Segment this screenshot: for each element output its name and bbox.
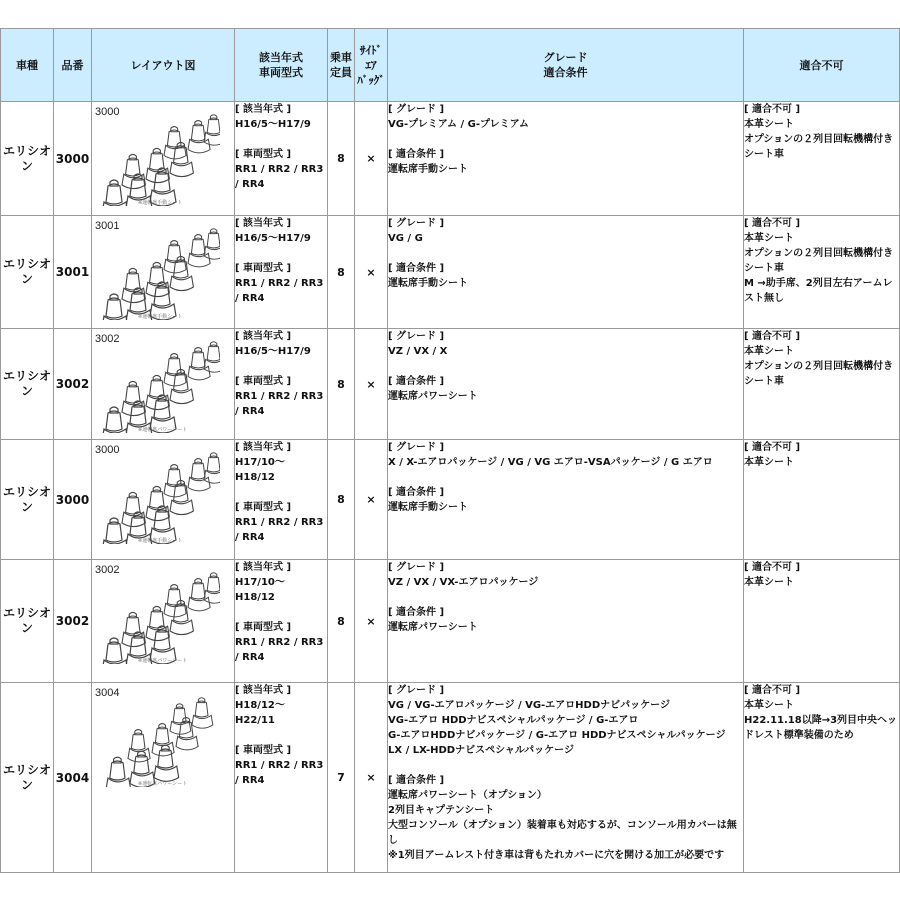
layout-note: ※運転席手動シート bbox=[138, 538, 183, 544]
part-number: 3000 bbox=[54, 440, 92, 560]
year-model-cell: [ 該当年式 ] H16/5～H17/9 [ 車両型式 ] RR1 / RR2 / RR3 / RR4 bbox=[235, 216, 328, 329]
not-compatible-cell: [ 適合不可 ] 本革シート bbox=[744, 440, 900, 560]
layout-cell bbox=[92, 329, 235, 440]
layout-code-label: 3004 bbox=[95, 687, 120, 699]
header-car: 車種 bbox=[1, 29, 54, 102]
year-model-cell: [ 該当年式 ] H17/10～ H18/12 [ 車両型式 ] RR1 / RR2 / RR3 / RR4 bbox=[235, 440, 328, 560]
layout-note: ※運転席手動シート bbox=[138, 314, 183, 320]
side-airbag-cell: × bbox=[355, 683, 388, 873]
side-airbag-cell: × bbox=[355, 440, 388, 560]
header-not-compatible: 適合不可 bbox=[744, 29, 900, 102]
year-model-cell: [ 該当年式 ] H17/10～ H18/12 [ 車両型式 ] RR1 / RR2 / RR3 / RR4 bbox=[235, 560, 328, 683]
table-row bbox=[1, 216, 900, 329]
layout-cell bbox=[92, 102, 235, 216]
part-number: 3002 bbox=[54, 560, 92, 683]
capacity-cell: 7 bbox=[328, 683, 355, 873]
table-row bbox=[1, 560, 900, 683]
not-compatible-cell: [ 適合不可 ] 本革シート bbox=[744, 560, 900, 683]
seat-layout-diagram bbox=[92, 329, 224, 437]
part-number: 3002 bbox=[54, 329, 92, 440]
header-layout: レイアウト図 bbox=[92, 29, 235, 102]
car-name: エリシオン bbox=[1, 102, 54, 216]
not-compatible-cell: [ 適合不可 ] 本革シート オプションの２列目回転機構付きシート車 bbox=[744, 102, 900, 216]
capacity-cell: 8 bbox=[328, 329, 355, 440]
grade-cell: [ グレード ] VG / VG-エアロパッケージ / VG-エアロHDDナビパッケージ VG-エアロ HDDナビスペシャルパッケージ / G-エアロ G-エアロHDDナビパッケージ / G-エアロ HDDナビスペシャルパッケージ LX / LX-HDDナビスペシャルパッケージ [ 適合条件 ] 運転席パワーシート（オプション） 2列目キャプテンシート 大型コンソール（オプション）装着車も対応するが、コンソール用カバーは無し ※1列目アームレスト付き車は背もたれカバーに穴を開ける加工が必要です bbox=[388, 683, 744, 873]
seat-layout-diagram bbox=[92, 102, 224, 210]
layout-cell bbox=[92, 216, 235, 329]
layout-code-label: 3002 bbox=[95, 333, 120, 345]
capacity-cell: 8 bbox=[328, 102, 355, 216]
part-number: 3001 bbox=[54, 216, 92, 329]
not-compatible-cell: [ 適合不可 ] 本革シート H22.11.18以降→3列目中央ヘッドレスト標準装備のため bbox=[744, 683, 900, 873]
layout-code-label: 3002 bbox=[95, 564, 120, 576]
grade-cell: [ グレード ] VG / G [ 適合条件 ] 運転席手動シート bbox=[388, 216, 744, 329]
capacity-cell: 8 bbox=[328, 440, 355, 560]
year-model-cell: [ 該当年式 ] H16/5～H17/9 [ 車両型式 ] RR1 / RR2 / RR3 / RR4 bbox=[235, 102, 328, 216]
grade-cell: [ グレード ] VZ / VX / VX-エアロパッケージ [ 適合条件 ] 運転席パワーシート bbox=[388, 560, 744, 683]
year-model-cell: [ 該当年式 ] H18/12～ H22/11 [ 車両型式 ] RR1 / RR2 / RR3 / RR4 bbox=[235, 683, 328, 873]
seat-layout-diagram bbox=[92, 440, 224, 548]
layout-note: ※運転席手動シート bbox=[138, 200, 183, 206]
side-airbag-cell: × bbox=[355, 329, 388, 440]
year-model-cell: [ 該当年式 ] H16/5～H17/9 [ 車両型式 ] RR1 / RR2 / RR3 / RR4 bbox=[235, 329, 328, 440]
car-name: エリシオン bbox=[1, 440, 54, 560]
header-row bbox=[1, 29, 900, 102]
car-name: エリシオン bbox=[1, 560, 54, 683]
seat-layout-diagram bbox=[92, 560, 224, 668]
not-compatible-cell: [ 適合不可 ] 本革シート オプションの２列目回転機構付きシート車 M →助手席、2列目左右アームレスト無し bbox=[744, 216, 900, 329]
grade-cell: [ グレード ] X / X-エアロパッケージ / VG / VG エアロ-VSAパッケージ / G エアロ [ 適合条件 ] 運転席手動シート bbox=[388, 440, 744, 560]
header-side-airbag: ｻｲﾄﾞ ｴｱ ﾊﾞｯｸﾞ bbox=[355, 29, 388, 102]
seat-layout-diagram bbox=[92, 216, 224, 324]
layout-cell bbox=[92, 560, 235, 683]
layout-code-label: 3000 bbox=[95, 444, 120, 456]
layout-code-label: 3000 bbox=[95, 106, 120, 118]
side-airbag-cell: × bbox=[355, 216, 388, 329]
table-row bbox=[1, 329, 900, 440]
header-year-model: 該当年式 車両型式 bbox=[235, 29, 328, 102]
table-row bbox=[1, 440, 900, 560]
part-number: 3000 bbox=[54, 102, 92, 216]
not-compatible-cell: [ 適合不可 ] 本革シート オプションの２列目回転機構付きシート車 bbox=[744, 329, 900, 440]
car-name: エリシオン bbox=[1, 683, 54, 873]
table-row bbox=[1, 683, 900, 873]
part-number: 3004 bbox=[54, 683, 92, 873]
layout-note: ※運転席パワーシート bbox=[138, 781, 188, 787]
grade-cell: [ グレード ] VG-プレミアム / G-プレミアム [ 適合条件 ] 運転席手動シート bbox=[388, 102, 744, 216]
capacity-cell: 8 bbox=[328, 216, 355, 329]
grade-cell: [ グレード ] VZ / VX / X [ 適合条件 ] 運転席パワーシート bbox=[388, 329, 744, 440]
layout-cell bbox=[92, 440, 235, 560]
car-name: エリシオン bbox=[1, 216, 54, 329]
side-airbag-cell: × bbox=[355, 102, 388, 216]
header-capacity: 乗車 定員 bbox=[328, 29, 355, 102]
car-name: エリシオン bbox=[1, 329, 54, 440]
side-airbag-cell: × bbox=[355, 560, 388, 683]
table-row bbox=[1, 102, 900, 216]
capacity-cell: 8 bbox=[328, 560, 355, 683]
compatibility-table bbox=[0, 28, 900, 873]
header-part-no: 品番 bbox=[54, 29, 92, 102]
seat-layout-diagram bbox=[92, 683, 224, 791]
layout-cell bbox=[92, 683, 235, 873]
layout-note: ※運転席パワーシート bbox=[138, 427, 188, 433]
layout-code-label: 3001 bbox=[95, 220, 120, 232]
header-grade: グレード 適合条件 bbox=[388, 29, 744, 102]
layout-note: ※運転席パワーシート bbox=[138, 658, 188, 664]
